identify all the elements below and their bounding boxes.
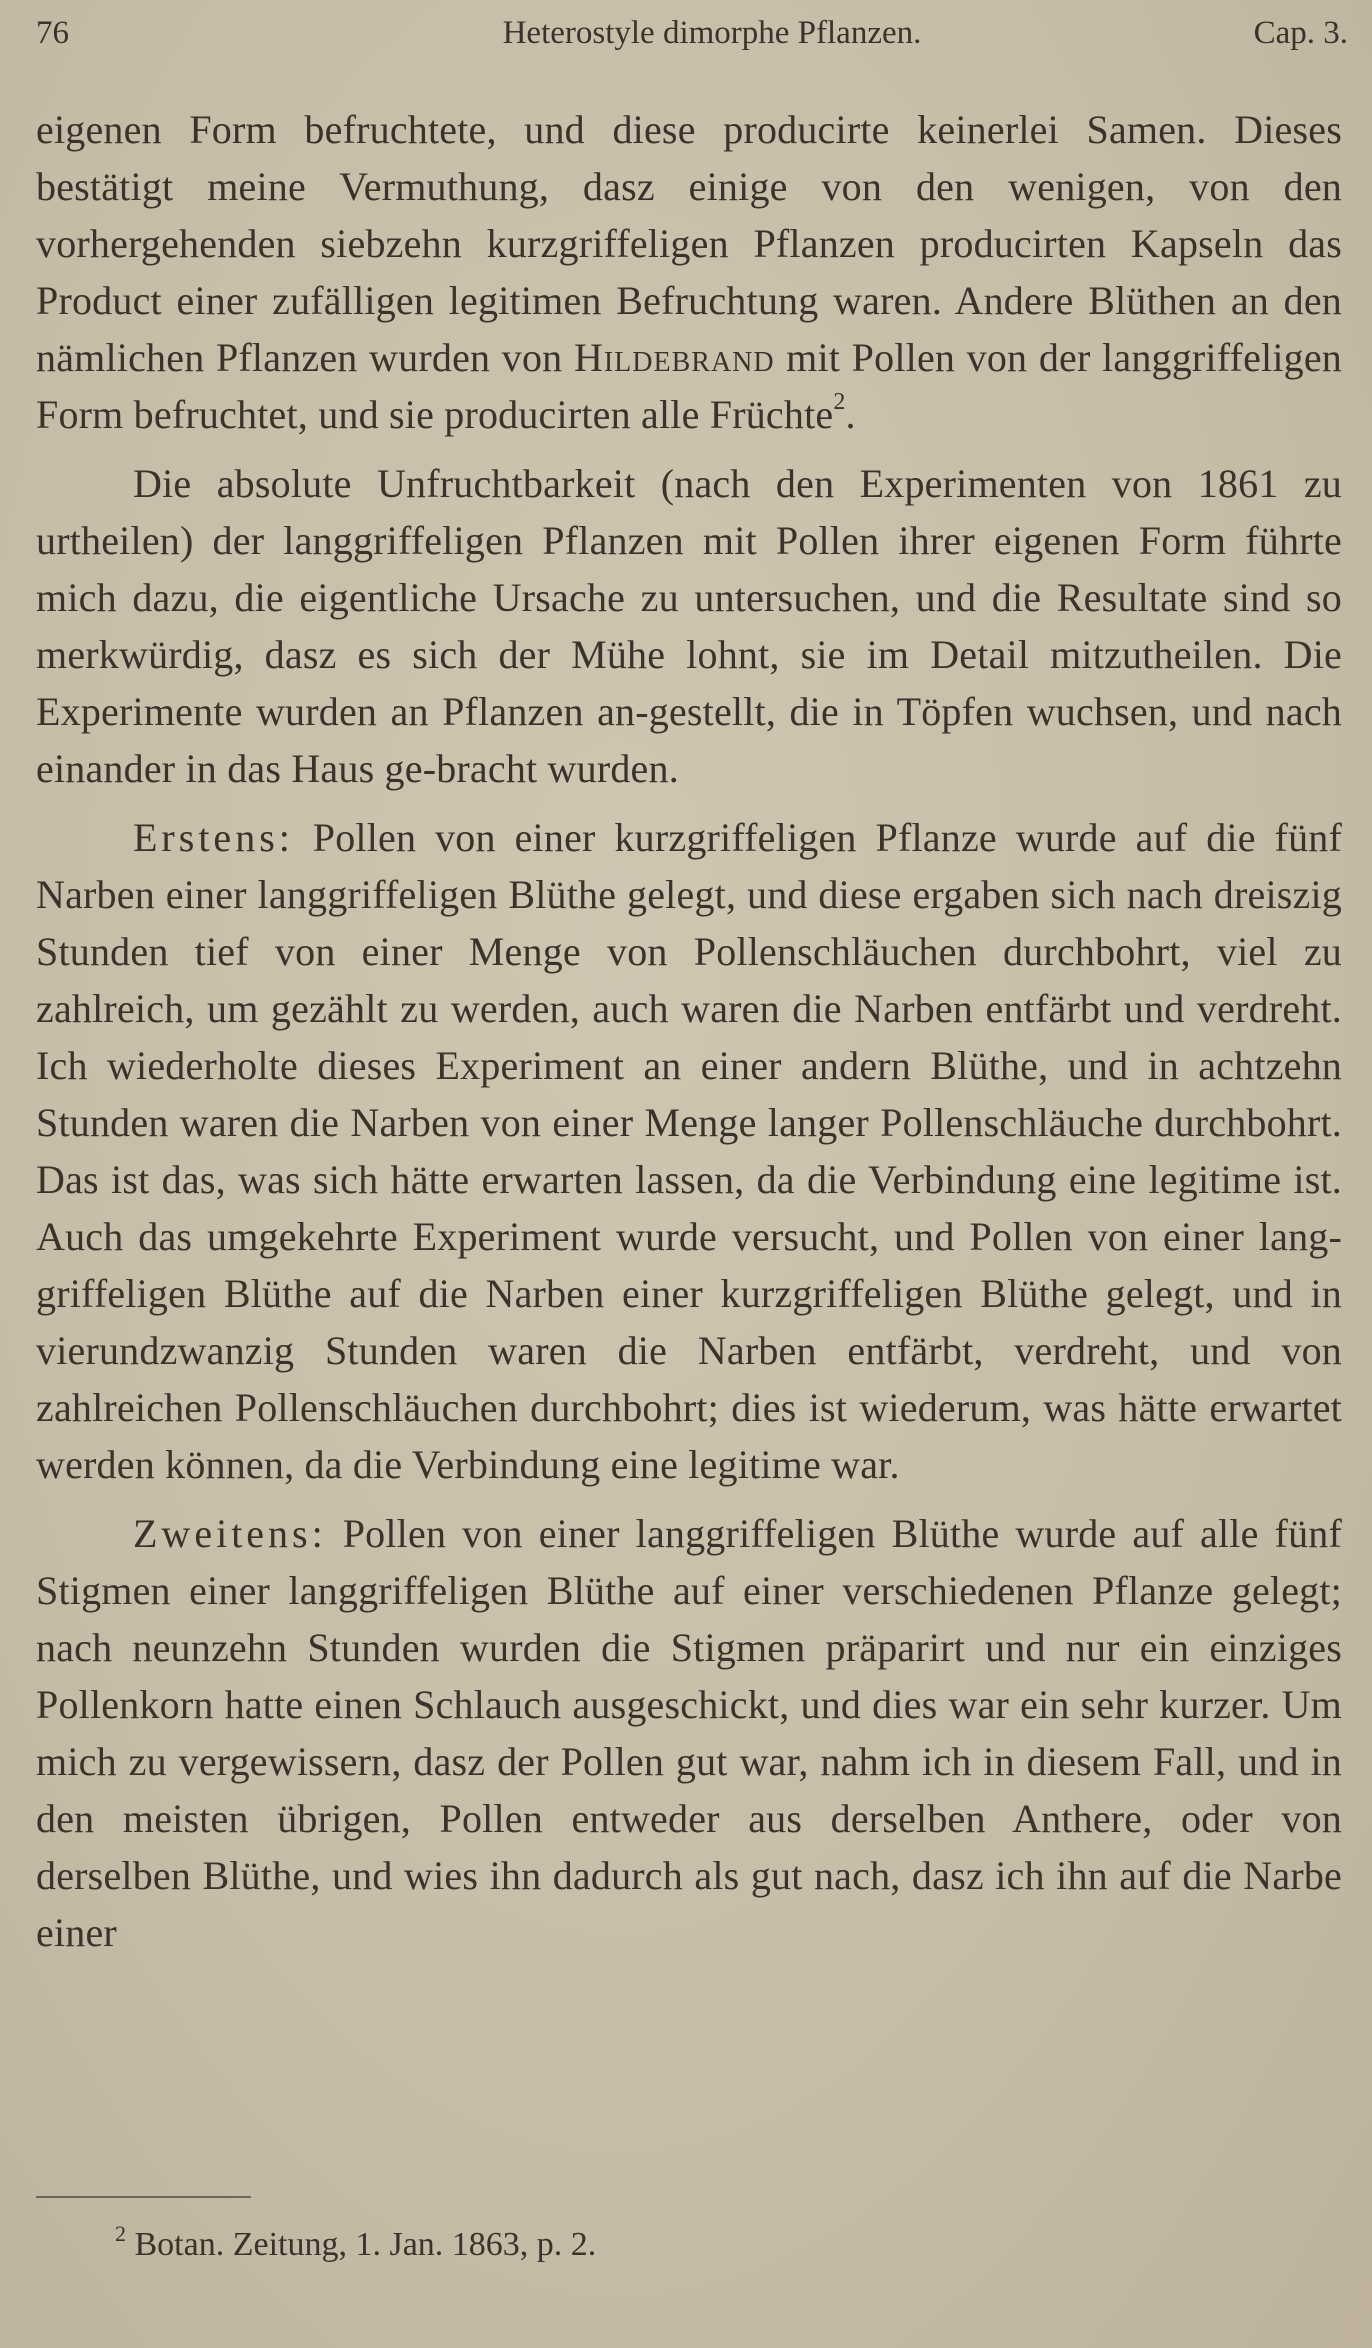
text-run: Pollen von einer langgriffeligen Blüthe wurde auf alle fünf Stigmen einer langgriffeligen Blüthe auf einer verschiedenen Pflanze gelegt; nach neunzehn Stunden wurden die Stigmen präparirt und nur ein einziges Pollenkorn hatte einen Schlauch ausgeschickt, und dies war ein sehr kurzer. Um mich zu vergewissern, dasz der Pollen gut war, nahm ich in diesem Fall, und in den meisten übrigen, Pollen entweder aus derselben Anthere, oder von derselben Blüthe, und wies ihn dadurch als gut nach, dasz ich ihn auf die Narbe einer (36, 1511, 1342, 1955)
text-run: . (845, 392, 856, 437)
chapter-label: Cap. 3. (1253, 15, 1348, 51)
footnote-reference: 2 (833, 389, 846, 415)
paragraph-2 (36, 455, 1342, 797)
text-run: Die absolute Unfruchtbarkeit (nach den Experimenten von 1861 zu urtheilen) der langgriffeligen Pflanzen mit Pollen ihrer eigenen Form führte mich dazu, die eigentliche Ursache zu untersuchen, und die Resultate sind so merkwürdig, dasz es sich der Mühe lohnt, sie im Detail mitzutheilen. Die Experimente wurden an Pflanzen an-gestellt, die in Töpfen wuchsen, und nach einander in das Haus ge-bracht wurden. (36, 461, 1342, 791)
running-header (36, 8, 1348, 58)
paragraph-1 (36, 101, 1342, 443)
running-title: Heterostyle dimorphe Pflanzen. (502, 15, 922, 51)
text-run: Pollen von einer kurzgriffeligen Pflanze wurde auf die fünf Narben einer langgriffeligen Blüthe gelegt, und diese ergaben sich nach dreiszig Stunden tief von einer Menge von Pollenschläuchen durchbohrt, viel zu zahlreich, um gezählt zu werden, auch waren die Narben entfärbt und verdreht. Ich wiederholte dieses Experiment an einer andern Blüthe, und in achtzehn Stunden waren die Narben von einer Menge langer Pollenschläuche durchbohrt. Das ist das, was sich hätte erwarten lassen, da die Verbindung eine legitime ist. Auch das umgekehrte Experiment wurde versucht, und Pollen von einer lang-griffeligen Blüthe auf die Narben einer kurzgriffeligen Blüthe gelegt, und in vierundzwanzig Stunden waren die Narben entfärbt, verdreht, und von zahlreichen Pollenschläuchen durchbohrt; dies ist wiederum, was hätte erwartet werden können, da die Verbindung eine legitime war. (36, 815, 1342, 1487)
section-keyword: Zweitens: (133, 1511, 327, 1556)
section-keyword: Erstens: (133, 815, 294, 860)
text-run: eigenen Form befruchtete, und diese producirte keinerlei Samen. Dieses bestätigt meine Vermuthung, dasz einige von den wenigen, von den vorhergehenden siebzehn kurzgriffeligen Pflanzen producirten Kapseln das Product einer zufälligen legitimen Befruchtung waren. Andere Blüthen an den nämlichen Pflanzen wurden von (36, 107, 1342, 380)
body-text (36, 101, 1342, 1961)
paragraph-4 (36, 1505, 1342, 1961)
page-number: 76 (36, 15, 69, 51)
text-run: mit Pollen von der langgriffeligen Form befruchtet, und sie producirten alle Früchte (36, 335, 1342, 437)
footnote-divider (36, 2196, 251, 2198)
paragraph-3 (36, 809, 1342, 1493)
footnote-marker: 2 (115, 2221, 126, 2246)
footnote-text: Botan. Zeitung, 1. Jan. 1863, p. 2. (134, 2226, 597, 2263)
author-name: Hildebrand (573, 335, 775, 380)
footnote (115, 2220, 596, 2270)
